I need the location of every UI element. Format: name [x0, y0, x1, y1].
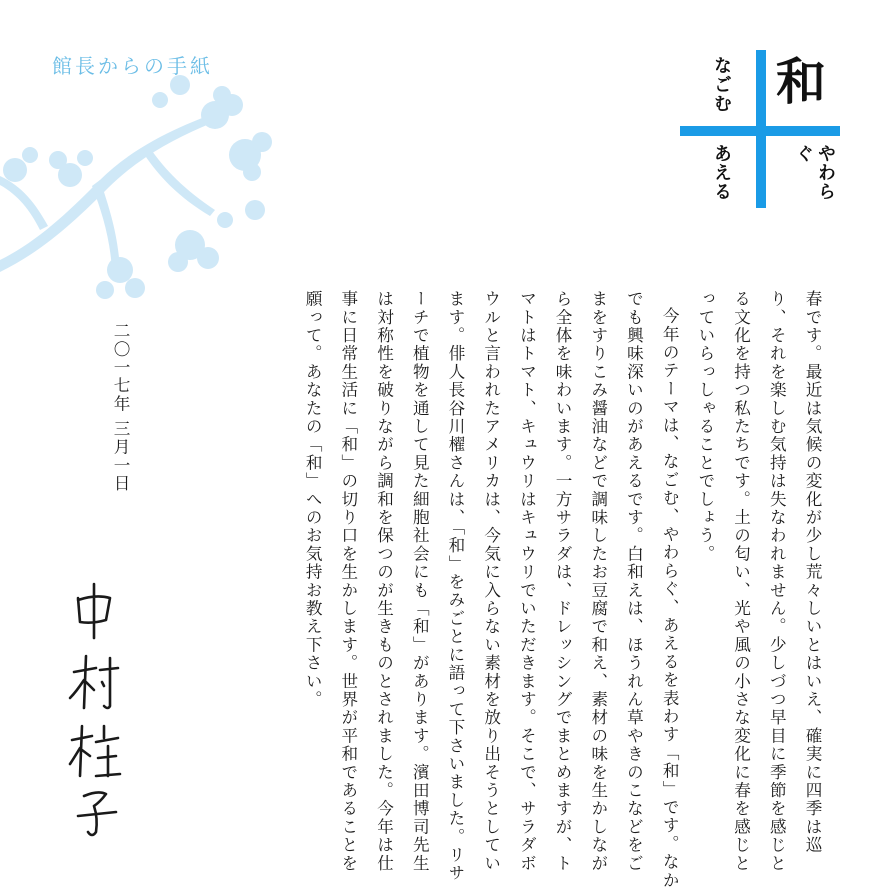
header-title: 館長からの手紙 — [52, 54, 213, 78]
wa-emblem — [680, 50, 850, 210]
letter-paragraph-2: 今年のテーマは、なごむ、やわらぐ、あえるを表わす「和」です。なかでも興味深いのがあえるです。白和えは、ほうれん草やきのこなどをごまをすりこみ醤油などで調味したお豆腐で和え、素材の味を生かしながら全体を味わいます。一方サラダは、ドレッシングでまとめますが、トマトはトマト、キュウリはキュウリでいただきます。そこで、サラダボウルと言われたアメリカは、今気に入らない素材を放り出そうとしています。俳人長谷川櫂さんは、「和」をみごとに語って下さいました。リサーチで植物を通して見た細胞社会にも「和」があります。濱田博司先生は対称性を破りながら調和を保つのが生きものとされました。今年は仕事に日常生活に「和」の切り口を生かします。世界が平和であることを願って。あなたの「和」へのお気持お教え下さい。 — [303, 290, 680, 889]
emblem-kanji: 和 — [776, 52, 826, 111]
letter-body — [190, 290, 830, 890]
emblem-word-aeru: あえる — [711, 144, 732, 201]
emblem-word-nagomu: なごむ — [711, 56, 732, 113]
blossom-branch-decoration — [0, 60, 280, 310]
letter-paragraph-1: 春です。最近は気候の変化が少し荒々しいとはいえ、確実に四季は巡り、それを楽しむ気持は失なわれません。少しづつ早目に季節を感じとる文化を持つ私たちです。土の匂い、光や風の小さな変化に春を感じとっていらっしゃることでしょう。 — [695, 290, 822, 873]
letter-date: 二〇一七年 三月一日 — [111, 322, 130, 493]
handwritten-signature — [60, 580, 130, 840]
emblem-word-yawaragu: やわらぐ — [793, 144, 836, 201]
emblem-cross-horizontal — [680, 126, 840, 136]
